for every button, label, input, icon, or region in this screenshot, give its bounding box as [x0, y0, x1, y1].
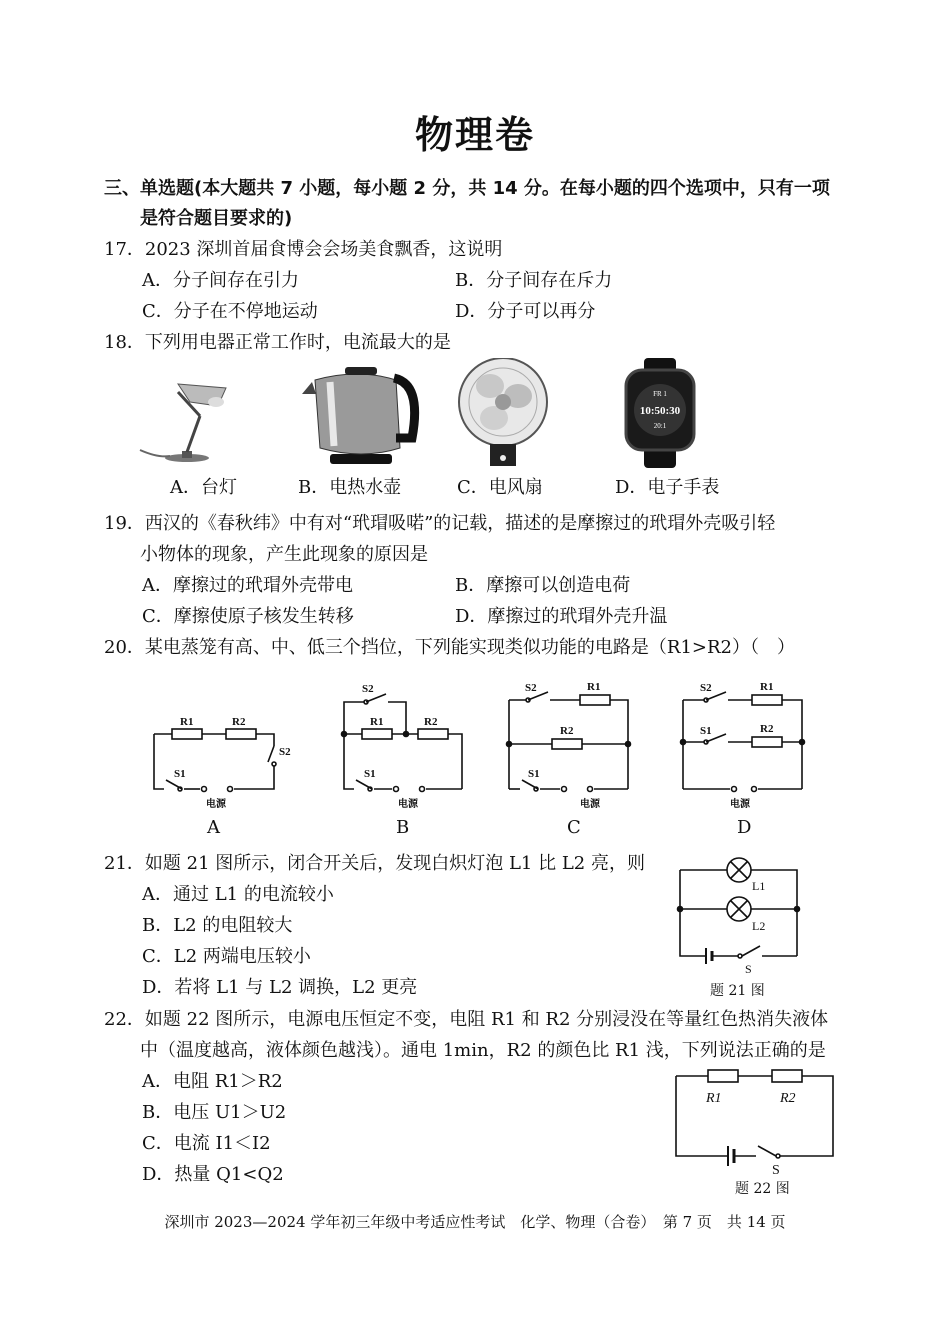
q17-stem: 17．2023 深圳首届食博会会场美食飘香，这说明 — [104, 239, 503, 260]
circuit-c-source-label: 电源 — [580, 799, 600, 810]
q18-appliance-images — [130, 358, 730, 470]
circuit-b-s2-label: S2 — [362, 683, 374, 695]
q17-option-c: C．分子在不停地运动 — [142, 301, 318, 322]
q19-stem: 19．西汉的《春秋纬》中有对“玳瑁吸喏”的记载，描述的是摩擦过的玳瑁外壳吸引轻 — [104, 513, 776, 534]
circuit-c-s2-label: S2 — [525, 682, 537, 694]
circuit-a — [154, 716, 291, 810]
watch-top-text: FR 1 — [653, 390, 667, 398]
q21-stem: 21．如题 21 图所示，闭合开关后，发现白炽灯泡 L1 比 L2 亮，则 — [104, 853, 645, 874]
circuit-a-source-label: 电源 — [206, 799, 226, 810]
circuit-c-s1-label: S1 — [528, 768, 540, 780]
circuit-b-source-label: 电源 — [398, 799, 418, 810]
circuit-a-r2-label: R2 — [232, 716, 246, 728]
circuit-d-s1-label: S1 — [700, 725, 712, 737]
q21-option-b: B．L2 的电阻较大 — [142, 915, 293, 936]
q20-stem: 20．某电蒸笼有高、中、低三个挡位，下列能实现类似功能的电路是（R1>R2）（ ） — [104, 637, 795, 658]
q18-option-b: B．电热水壶 — [298, 477, 402, 498]
q22-r2-label: R2 — [780, 1091, 796, 1106]
circuit-a-r1-label: R1 — [180, 716, 194, 728]
circuit-d — [681, 681, 805, 810]
circuit-d-r1-label: R1 — [760, 681, 774, 693]
q18-option-c: C．电风扇 — [457, 477, 543, 498]
q17-option-a: A．分子间存在引力 — [142, 270, 299, 291]
watch-time-text: 10:50:30 — [639, 405, 681, 417]
section-header-cont: 是符合题目要求的) — [140, 208, 293, 229]
q22-s-label: S — [772, 1163, 780, 1178]
q21-option-a: A．通过 L1 的电流较小 — [142, 884, 334, 905]
q21-circuit-diagram — [672, 852, 812, 974]
q17-option-b: B．分子间存在斥力 — [455, 270, 613, 291]
q21-l2-label: L2 — [752, 919, 766, 933]
circuit-b — [342, 683, 463, 810]
circuit-d-source-label: 电源 — [730, 799, 750, 810]
circuit-c-r2-label: R2 — [560, 725, 574, 737]
q21-caption: 题 21 图 — [710, 983, 765, 999]
q22-option-d: D．热量 Q1<Q2 — [142, 1164, 284, 1185]
q22-option-c: C．电流 I1＜I2 — [142, 1133, 271, 1154]
q18-option-d: D．电子手表 — [615, 477, 720, 498]
circuit-c-label: C — [567, 817, 581, 838]
q22-stem-cont: 中（温度越高，液体颜色越浅）。通电 1min，R2 的颜色比 R1 浅，下列说法正确的是 — [140, 1040, 826, 1061]
kettle-image — [302, 367, 415, 464]
digital-watch-image — [626, 358, 694, 468]
circuit-a-label: A — [207, 817, 220, 838]
q22-r1-label: R1 — [706, 1091, 722, 1106]
circuit-b-label: B — [396, 817, 410, 838]
q19-option-c: C．摩擦使原子核发生转移 — [142, 606, 354, 627]
circuit-d-s2-label: S2 — [700, 682, 712, 694]
q21-s-label: S — [745, 962, 752, 974]
q21-option-d: D．若将 L1 与 L2 调换，L2 更亮 — [142, 977, 418, 998]
q22-caption: 题 22 图 — [735, 1181, 790, 1197]
circuit-c — [507, 681, 631, 810]
q17-option-d: D．分子可以再分 — [455, 301, 596, 322]
q19-option-b: B．摩擦可以创造电荷 — [455, 575, 631, 596]
circuit-d-label: D — [737, 817, 752, 838]
q21-l1-label: L1 — [752, 879, 766, 893]
circuit-b-r1-label: R1 — [370, 716, 384, 728]
q18-stem: 18．下列用电器正常工作时，电流最大的是 — [104, 332, 451, 353]
page-footer: 深圳市 2023—2024 学年初三年级中考适应性考试 化学、物理（合卷） 第 7 页 共 14 页 — [164, 1213, 786, 1231]
watch-bottom-text: 20:1 — [653, 422, 667, 430]
q22-circuit-diagram — [668, 1064, 843, 1179]
circuit-a-s2-label: S2 — [279, 746, 291, 758]
q22-stem: 22．如题 22 图所示，电源电压恒定不变，电阻 R1 和 R2 分别浸没在等量红色热消失液体 — [104, 1009, 829, 1030]
q19-option-d: D．摩擦过的玳瑁外壳升温 — [455, 606, 668, 627]
circuit-b-r2-label: R2 — [424, 716, 438, 728]
circuit-a-s1-label: S1 — [174, 768, 186, 780]
q19-stem-cont: 小物体的现象，产生此现象的原因是 — [140, 544, 428, 565]
q18-option-a: A．台灯 — [170, 477, 237, 498]
page-title: 物理卷 — [414, 113, 535, 157]
desk-lamp-image — [140, 384, 226, 462]
electric-fan-image — [459, 358, 547, 466]
q22-option-b: B．电压 U1＞U2 — [142, 1102, 287, 1123]
q21-option-c: C．L2 两端电压较小 — [142, 946, 311, 967]
circuit-c-r1-label: R1 — [587, 681, 601, 693]
q20-circuit-diagrams — [140, 676, 820, 821]
circuit-d-r2-label: R2 — [760, 723, 774, 735]
circuit-b-s1-label: S1 — [364, 768, 376, 780]
section-header: 三、单选题(本大题共 7 小题，每小题 2 分，共 14 分。在每小题的四个选项中，只有一项 — [104, 178, 830, 199]
q19-option-a: A．摩擦过的玳瑁外壳带电 — [142, 575, 353, 596]
q22-option-a: A．电阻 R1＞R2 — [142, 1071, 283, 1092]
